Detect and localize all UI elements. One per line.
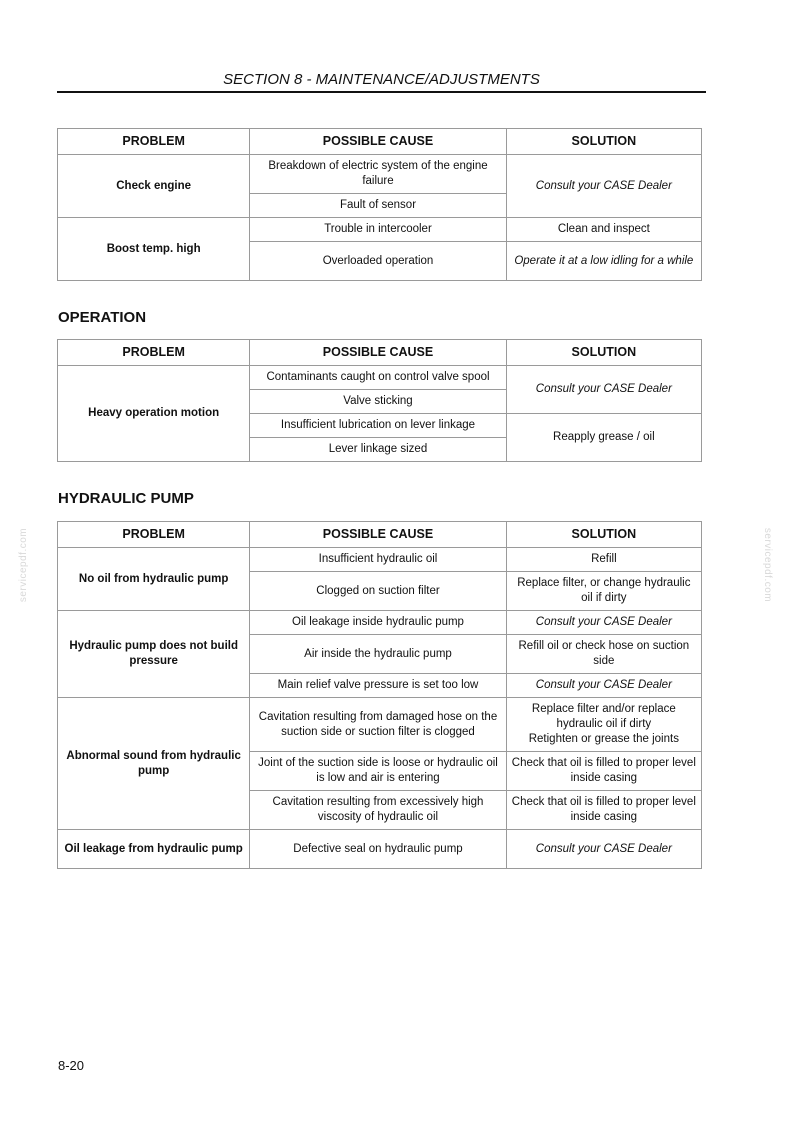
problem-cell: Oil leakage from hydraulic pump: [58, 830, 250, 869]
solution-column-header: SOLUTION: [506, 522, 701, 548]
problem-cell: Check engine: [58, 155, 250, 218]
cause-cell: Insufficient lubrication on lever linkage: [250, 414, 506, 438]
watermark-left: servicepdf.com: [18, 527, 29, 603]
problem-cell: Abnormal sound from hydraulic pump: [58, 698, 250, 830]
solution-cell: Replace filter, or change hydraulic oil if dirty: [506, 572, 701, 611]
solution-column-header: SOLUTION: [506, 340, 701, 366]
cause-cell: Breakdown of electric system of the engine failure: [250, 155, 506, 194]
solution-cell: Consult your CASE Dealer: [506, 366, 701, 414]
solution-cell: Consult your CASE Dealer: [506, 674, 701, 698]
problem-cell: Heavy operation motion: [58, 366, 250, 462]
table-row: [58, 155, 702, 194]
cause-cell: Cavitation resulting from excessively high viscosity of hydraulic oil: [250, 791, 506, 830]
cause-cell: Overloaded operation: [250, 242, 506, 281]
table-row: [58, 366, 702, 390]
solution-cell: Refill oil or check hose on suction side: [506, 635, 701, 674]
table-header-row: [58, 340, 702, 366]
problem-cell: No oil from hydraulic pump: [58, 548, 250, 611]
solution-cell: Refill: [506, 548, 701, 572]
solution-cell: Reapply grease / oil: [506, 414, 701, 462]
cause-cell: Insufficient hydraulic oil: [250, 548, 506, 572]
cause-column-header: POSSIBLE CAUSE: [250, 129, 506, 155]
watermark-right: servicepdf.com: [762, 527, 773, 603]
problem-column-header: PROBLEM: [58, 340, 250, 366]
solution-cell: Clean and inspect: [506, 218, 701, 242]
solution-cell: Consult your CASE Dealer: [506, 155, 701, 218]
engine-troubleshooting-table: [57, 128, 702, 281]
problem-cell: Boost temp. high: [58, 218, 250, 281]
cause-cell: Oil leakage inside hydraulic pump: [250, 611, 506, 635]
solution-line: Replace filter and/or replace hydraulic oil if dirty: [531, 703, 676, 730]
page-number: 8-20: [58, 1058, 85, 1073]
cause-cell: Clogged on suction filter: [250, 572, 506, 611]
problem-column-header: PROBLEM: [58, 129, 250, 155]
operation-troubleshooting-table: [57, 339, 702, 462]
cause-cell: Air inside the hydraulic pump: [250, 635, 506, 674]
problem-column-header: PROBLEM: [58, 522, 250, 548]
table-row: [58, 218, 702, 242]
solution-cell: Consult your CASE Dealer: [506, 611, 701, 635]
table-row: [58, 611, 702, 635]
solution-cell: Consult your CASE Dealer: [506, 830, 701, 869]
hydraulic-pump-troubleshooting-table: [57, 521, 702, 869]
cause-cell: Fault of sensor: [250, 194, 506, 218]
table-row: [58, 698, 702, 752]
hydraulic-pump-heading: HYDRAULIC PUMP: [58, 490, 194, 507]
table-header-row: [58, 129, 702, 155]
cause-column-header: POSSIBLE CAUSE: [250, 340, 506, 366]
operation-heading: OPERATION: [58, 309, 147, 326]
cause-column-header: POSSIBLE CAUSE: [250, 522, 506, 548]
solution-cell: Operate it at a low idling for a while: [506, 242, 701, 281]
table-row: [58, 548, 702, 572]
solution-column-header: SOLUTION: [506, 129, 701, 155]
cause-cell: Defective seal on hydraulic pump: [250, 830, 506, 869]
section-header: SECTION 8 - MAINTENANCE/ADJUSTMENTS: [57, 70, 706, 93]
table-row: [58, 830, 702, 869]
solution-cell: Check that oil is filled to proper level inside casing: [506, 752, 701, 791]
cause-cell: Trouble in intercooler: [250, 218, 506, 242]
cause-cell: Cavitation resulting from damaged hose on the suction side or suction filter is clogged: [250, 698, 506, 752]
cause-cell: Valve sticking: [250, 390, 506, 414]
solution-line: Retighten or grease the joints: [528, 733, 679, 745]
cause-cell: Joint of the suction side is loose or hydraulic oil is low and air is entering: [250, 752, 506, 791]
table-header-row: [58, 522, 702, 548]
problem-cell: Hydraulic pump does not build pressure: [58, 611, 250, 698]
cause-cell: Main relief valve pressure is set too low: [250, 674, 506, 698]
cause-cell: Contaminants caught on control valve spool: [250, 366, 506, 390]
solution-cell: [506, 698, 701, 752]
cause-cell: Lever linkage sized: [250, 438, 506, 462]
solution-cell: Check that oil is filled to proper level inside casing: [506, 791, 701, 830]
